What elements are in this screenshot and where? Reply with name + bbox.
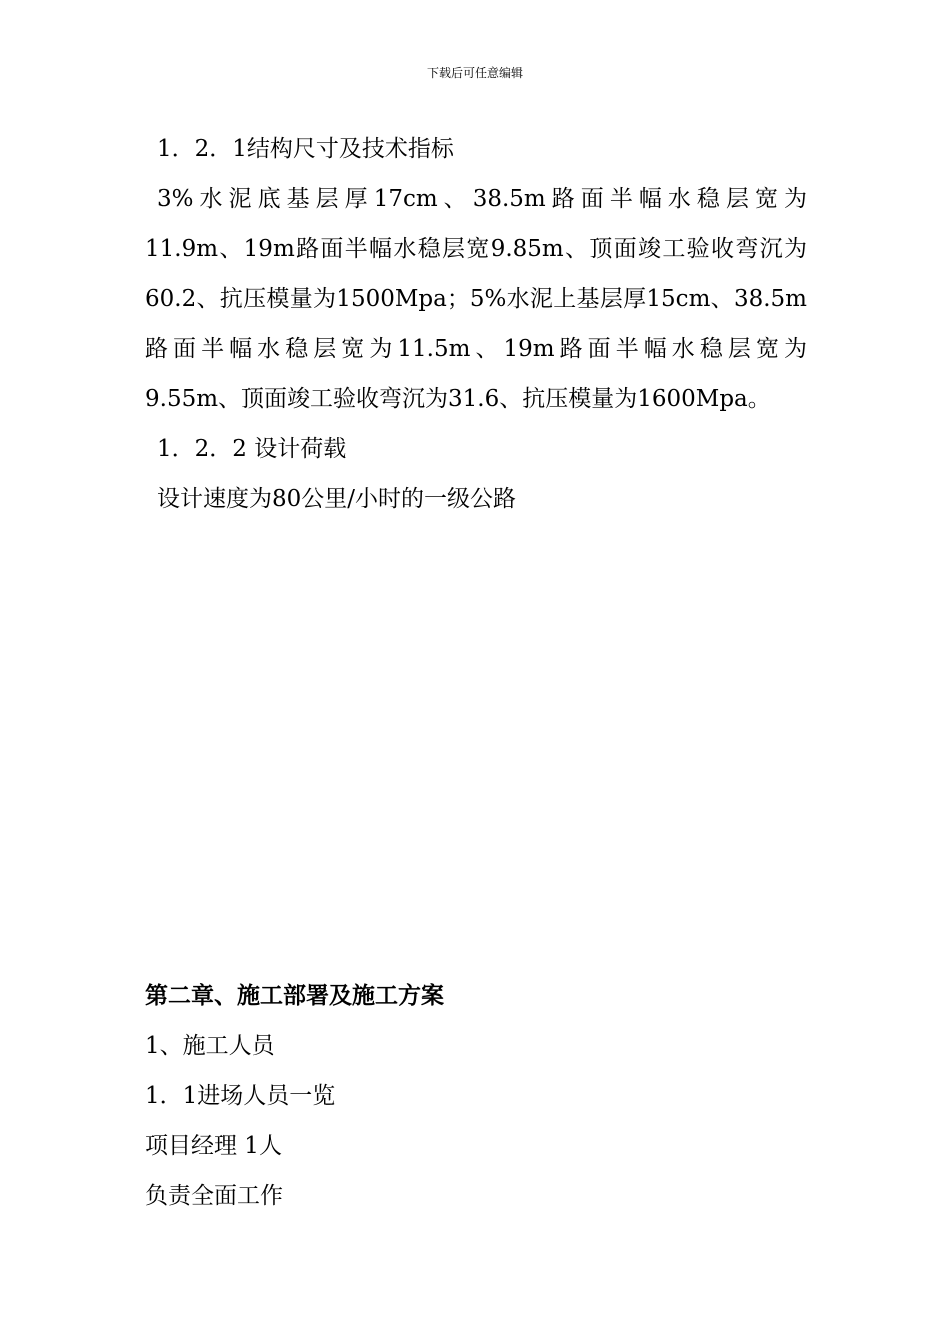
chapter-title: 第二章、施工部署及施工方案 bbox=[145, 982, 444, 1009]
subsection-construction-staff: 1、施工人员 bbox=[145, 1033, 275, 1059]
project-manager-line: 项目经理 1人 bbox=[145, 1133, 282, 1159]
page-header: 下载后可任意编辑 bbox=[426, 66, 523, 80]
section-heading-1-2-1: 1．2．1结构尺寸及技术指标 bbox=[157, 136, 454, 162]
design-speed-text: 设计速度为80公里/小时的一级公路 bbox=[157, 486, 517, 512]
manager-duty-line: 负责全面工作 bbox=[145, 1183, 283, 1209]
paragraph-line: 11.9m、19m路面半幅水稳层宽9.85m、顶面竣工验收弯沉为 bbox=[145, 236, 807, 262]
paragraph-line: 路面半幅水稳层宽为11.5m、19m路面半幅水稳层宽为 bbox=[145, 336, 807, 362]
subsection-staff-list: 1．1进场人员一览 bbox=[145, 1083, 336, 1109]
paragraph-line: 9.55m、顶面竣工验收弯沉为31.6、抗压模量为1600Mpa。 bbox=[145, 386, 771, 412]
paragraph-line: 60.2、抗压模量为1500Mpa；5%水泥上基层厚15cm、38.5m bbox=[145, 286, 807, 312]
section-heading-1-2-2: 1．2．2 设计荷载 bbox=[157, 436, 347, 462]
paragraph-line: 3%水泥底基层厚17cm、38.5m路面半幅水稳层宽为 bbox=[157, 186, 807, 212]
